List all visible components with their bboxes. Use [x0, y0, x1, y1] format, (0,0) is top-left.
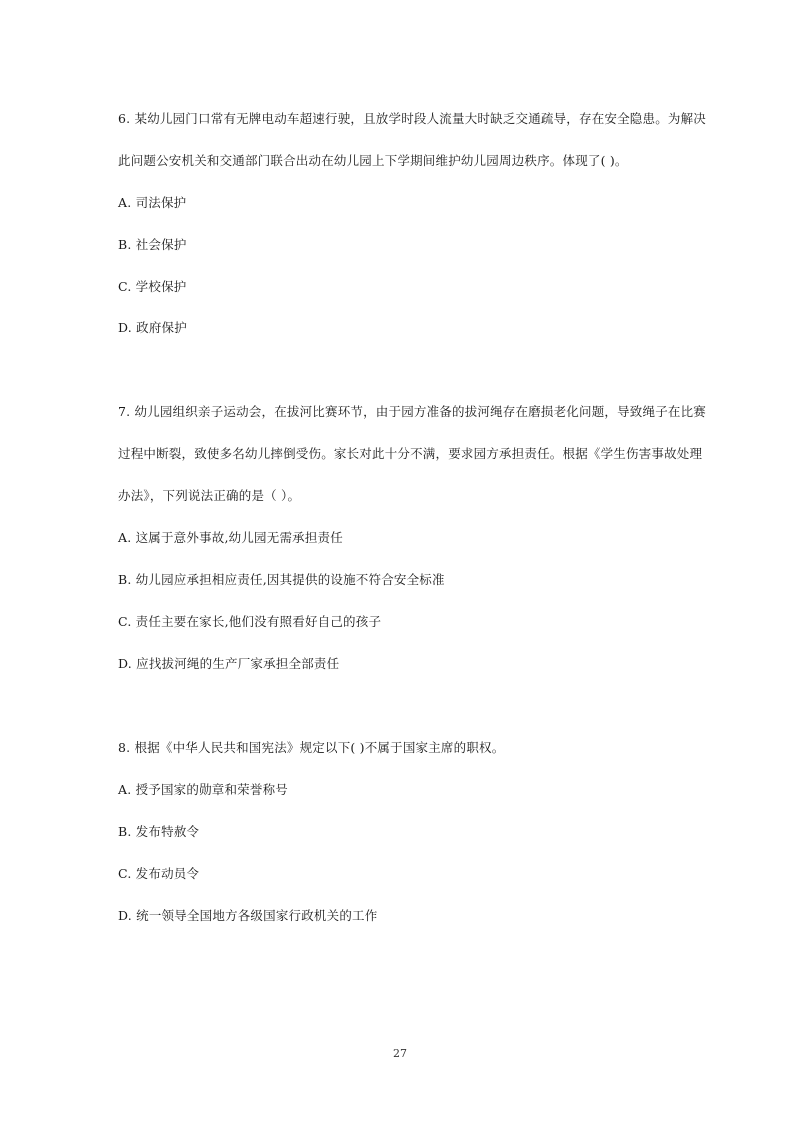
question-7-stem-line-1: 7. 幼儿园组织亲子运动会，在拔河比赛环节，由于园方准备的拔河绳存在磨损老化问题，导致绳子在比赛 [118, 404, 707, 419]
question-7-stem-line-2: 过程中断裂，致使多名幼儿摔倒受伤。家长对此十分不满，要求园方承担责任。根据《学生伤害事故处理 [118, 446, 703, 461]
question-6-option-b: B. 社会保护 [118, 237, 187, 252]
question-7-option-c: C. 责任主要在家长,他们没有照看好自己的孩子 [118, 614, 382, 629]
question-8-option-d: D. 统一领导全国地方各级国家行政机关的工作 [118, 908, 378, 923]
question-6-stem-line-2: 此问题公安机关和交通部门联合出动在幼儿园上下学期间维护幼儿园周边秩序。体现了( )。 [118, 153, 628, 168]
question-7-option-a: A. 这属于意外事故,幼儿园无需承担责任 [118, 530, 343, 545]
question-7-stem-line-3: 办法》，下列说法正确的是（ ）。 [118, 488, 301, 503]
question-8-stem-line-1: 8. 根据《中华人民共和国宪法》规定以下( )不属于国家主席的职权。 [118, 740, 505, 755]
question-7-option-b: B. 幼儿园应承担相应责任,因其提供的设施不符合安全标准 [118, 572, 445, 587]
question-8-option-b: B. 发布特赦令 [118, 824, 200, 839]
question-6-stem-line-1: 6. 某幼儿园门口常有无牌电动车超速行驶，且放学时段人流量大时缺乏交通疏导，存在安全隐患。为解决 [118, 111, 707, 126]
page-number: 27 [393, 1047, 407, 1060]
question-8-option-c: C. 发布动员令 [118, 866, 200, 881]
question-6-option-c: C. 学校保护 [118, 279, 187, 294]
question-7-option-d: D. 应找拔河绳的生产厂家承担全部责任 [118, 656, 340, 671]
question-8-option-a: A. 授予国家的勋章和荣誉称号 [118, 782, 288, 797]
question-6-option-d: D. 政府保护 [118, 320, 187, 335]
question-6-option-a: A. 司法保护 [118, 195, 187, 210]
